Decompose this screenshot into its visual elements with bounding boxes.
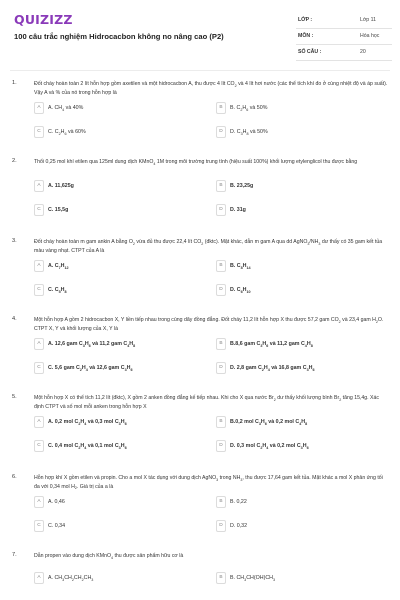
meta-key: SỐ CÂU : <box>298 49 322 55</box>
answer-option-a[interactable] <box>34 260 204 273</box>
option-letter-box: A <box>34 260 44 272</box>
option-text: B.8,6 gam $C_3H_6$ và 11,2 gam $C_4H_8$ <box>230 341 313 348</box>
option-letter-box: D <box>216 284 226 296</box>
option-text: C. 0,4 mol $C_2H_4$ và 0,1 mol $C_3H_6$ <box>48 443 127 450</box>
question-text: Dẫn propen vào dung dịch KMnO$_4$ thu được sản phẩm hữu cơ là <box>34 553 184 560</box>
option-letter-box: B <box>216 180 226 192</box>
option-letter-box: D <box>216 520 226 532</box>
option-text: D. $C_3H_8$ và 50% <box>230 129 268 136</box>
meta-table <box>296 13 392 61</box>
meta-key: MÔN : <box>298 33 314 39</box>
answer-option-b[interactable] <box>216 416 386 429</box>
question-text: Thổi 0,25 mol khí etilen qua 125ml dung dịch KMnO$_4$ 1M trong môi trường trung tính (hiệu suất 100%) khối lượng etylenglicol thu được bằng <box>34 159 358 166</box>
option-text: C. $C_5H_8$ <box>48 287 67 294</box>
header-divider <box>10 70 390 71</box>
option-letter-box: B <box>216 338 226 350</box>
option-letter-box: D <box>216 440 226 452</box>
answer-option-a[interactable] <box>34 416 204 429</box>
answer-option-d[interactable] <box>216 362 386 375</box>
meta-row-subject <box>296 29 392 45</box>
answer-option-a[interactable] <box>34 102 204 115</box>
question-number: 6. <box>12 474 17 480</box>
option-letter-box: A <box>34 416 44 428</box>
option-text: C. 0,34 <box>48 523 66 529</box>
option-letter-box: C <box>34 204 44 216</box>
meta-value: Lớp 11 <box>360 17 376 23</box>
answer-option-c[interactable] <box>34 284 204 297</box>
option-text: B. $CH_3CH(OH)CH_3$ <box>230 575 276 582</box>
option-text: C. 5,6 gam $C_2H_4$ và 12,6 gam $C_3H_6$ <box>48 365 133 372</box>
answer-option-b[interactable] <box>216 572 386 585</box>
option-letter-box: A <box>34 496 44 508</box>
option-text: B. 23,25g <box>230 183 254 189</box>
option-letter-box: B <box>216 416 226 428</box>
option-letter-box: B <box>216 260 226 272</box>
option-text: D. 2,8 gam $C_2H_4$ và 16,8 gam $C_3H_6$ <box>230 365 315 372</box>
meta-row-count <box>296 45 392 61</box>
option-letter-box: A <box>34 338 44 350</box>
option-text: D. 0,32 <box>230 523 248 529</box>
meta-value: 20 <box>360 49 366 55</box>
answer-option-c[interactable] <box>34 362 204 375</box>
option-text: B. $C_8H_{14}$ <box>230 263 251 270</box>
option-text: B. 0,22 <box>230 499 247 505</box>
question-text: Hỗn hợp khí X gồm etilen và propin. Cho a mol X tác dụng với dung dịch AgNO$_3$ trong $NH_3$, thu được 17,64 gam kết tủa. Mặt khác a mol X phản ứng tối đa với 0,34 mol $H_2$. Giá trị của a là <box>34 475 383 491</box>
option-letter-box: B <box>216 102 226 114</box>
meta-value: Hóa học <box>360 33 380 39</box>
answer-option-d[interactable] <box>216 520 386 533</box>
option-letter-box: A <box>34 180 44 192</box>
question-number: 7. <box>12 552 17 558</box>
answer-option-b[interactable] <box>216 180 386 193</box>
answer-option-b[interactable] <box>216 102 386 115</box>
option-letter-box: D <box>216 126 226 138</box>
answer-option-d[interactable] <box>216 126 386 139</box>
answer-option-c[interactable] <box>34 126 204 139</box>
meta-row-class <box>296 13 392 29</box>
option-text: D. $C_6H_{10}$ <box>230 287 251 294</box>
option-text: A. $C_7H_{12}$ <box>48 263 69 270</box>
option-text: A. 0,2 mol $C_2H_4$ và 0,3 mol $C_3H_6$ <box>48 419 127 426</box>
answer-option-b[interactable] <box>216 338 386 351</box>
answer-option-a[interactable] <box>34 572 204 585</box>
answer-option-d[interactable] <box>216 204 386 217</box>
option-text: B.0,2 mol $C_3H_6$ và 0,2 mol $C_4H_8$ <box>230 419 308 426</box>
question-number: 2. <box>12 158 17 164</box>
question-text: Một hỗn hợp A gồm 2 hidrocacbon X, Y liền tiếp nhau trong cùng dãy đồng đẳng. Đốt cháy 11,2 lít hỗn hợp X thu được 57,2 gam $CO_2$ và 23,4 gam $H_2O$. CTPT X, Y và khối lượng của X, Y là <box>34 317 384 332</box>
option-text: A. $CH_4$ và 40% <box>48 105 84 112</box>
option-letter-box: C <box>34 440 44 452</box>
answer-option-a[interactable] <box>34 180 204 193</box>
quizizz-logo: QUIZIZZ <box>14 12 73 27</box>
option-text: A. $CH_3CH_2CH_2CH_3$ <box>48 575 94 582</box>
question-text: Một hỗn hợp X có thể tích 11,2 lít (đktc), X gồm 2 anken đồng đẳng kế tiếp nhau. Khi cho X qua nước $Br_2$ dư thấy khối lượng bình $Br_2$ tăng 15,4g. Xác định CTPT và số mol mỗi anken trong hỗn hợp X <box>34 395 380 410</box>
question-text: Đốt cháy hoàn toàn m gam ankin A bằng $O_2$ vừa đủ thu được 22,4 lít $CO_2$ (đktc). Mặt khác, dẫn m gam A qua dd $AgNO_3/NH_3$ dư thấy có 35 gam kết tủa màu vàng nhạt. CTPT của A là <box>34 239 383 254</box>
question-number: 4. <box>12 316 17 322</box>
option-text: C. $C_2H_6$ và 60% <box>48 129 86 136</box>
option-text: A. 11,625g <box>48 183 74 189</box>
option-text: D. 0,3 mol $C_2H_4$ và 0,2 mol $C_3H_6$ <box>230 443 309 450</box>
option-text: A. 0,46 <box>48 499 65 505</box>
option-text: D. 31g <box>230 207 246 213</box>
option-text: B. $C_2H_6$ và 50% <box>230 105 268 112</box>
answer-option-b[interactable] <box>216 496 386 509</box>
answer-option-c[interactable] <box>34 440 204 453</box>
option-letter-box: C <box>34 520 44 532</box>
meta-key: LỚP : <box>298 17 313 23</box>
answer-option-d[interactable] <box>216 440 386 453</box>
option-letter-box: B <box>216 572 226 584</box>
document-header <box>0 0 400 62</box>
answer-option-a[interactable] <box>34 496 204 509</box>
option-letter-box: A <box>34 102 44 114</box>
option-letter-box: D <box>216 204 226 216</box>
page-title: 100 câu trắc nghiệm Hidrocacbon không no nâng cao (P2) <box>14 32 224 41</box>
answer-option-c[interactable] <box>34 520 204 533</box>
option-text: C. 15,5g <box>48 207 69 213</box>
option-letter-box: C <box>34 284 44 296</box>
option-letter-box: D <box>216 362 226 374</box>
answer-option-d[interactable] <box>216 284 386 297</box>
question-text: Đốt cháy hoàn toàn 2 lít hỗn hợp gồm axetilen và một hidrocacbon A, thu được 4 lít $CO_2$ và 4 lít hơi nước (các thể tích khí đo ở cùng nhiệt độ và áp suất). Vậy A và % của nó trong hỗn hợp là <box>34 81 388 96</box>
option-letter-box: C <box>34 362 44 374</box>
answer-option-a[interactable] <box>34 338 204 351</box>
option-letter-box: B <box>216 496 226 508</box>
option-letter-box: C <box>34 126 44 138</box>
question-number: 5. <box>12 394 17 400</box>
option-text: A. 12,6 gam $C_3H_6$ và 11,2 gam $C_4H_8$ <box>48 341 136 348</box>
option-letter-box: A <box>34 572 44 584</box>
question-number: 3. <box>12 238 17 244</box>
answer-option-b[interactable] <box>216 260 386 273</box>
answer-option-c[interactable] <box>34 204 204 217</box>
question-number: 1. <box>12 80 17 86</box>
